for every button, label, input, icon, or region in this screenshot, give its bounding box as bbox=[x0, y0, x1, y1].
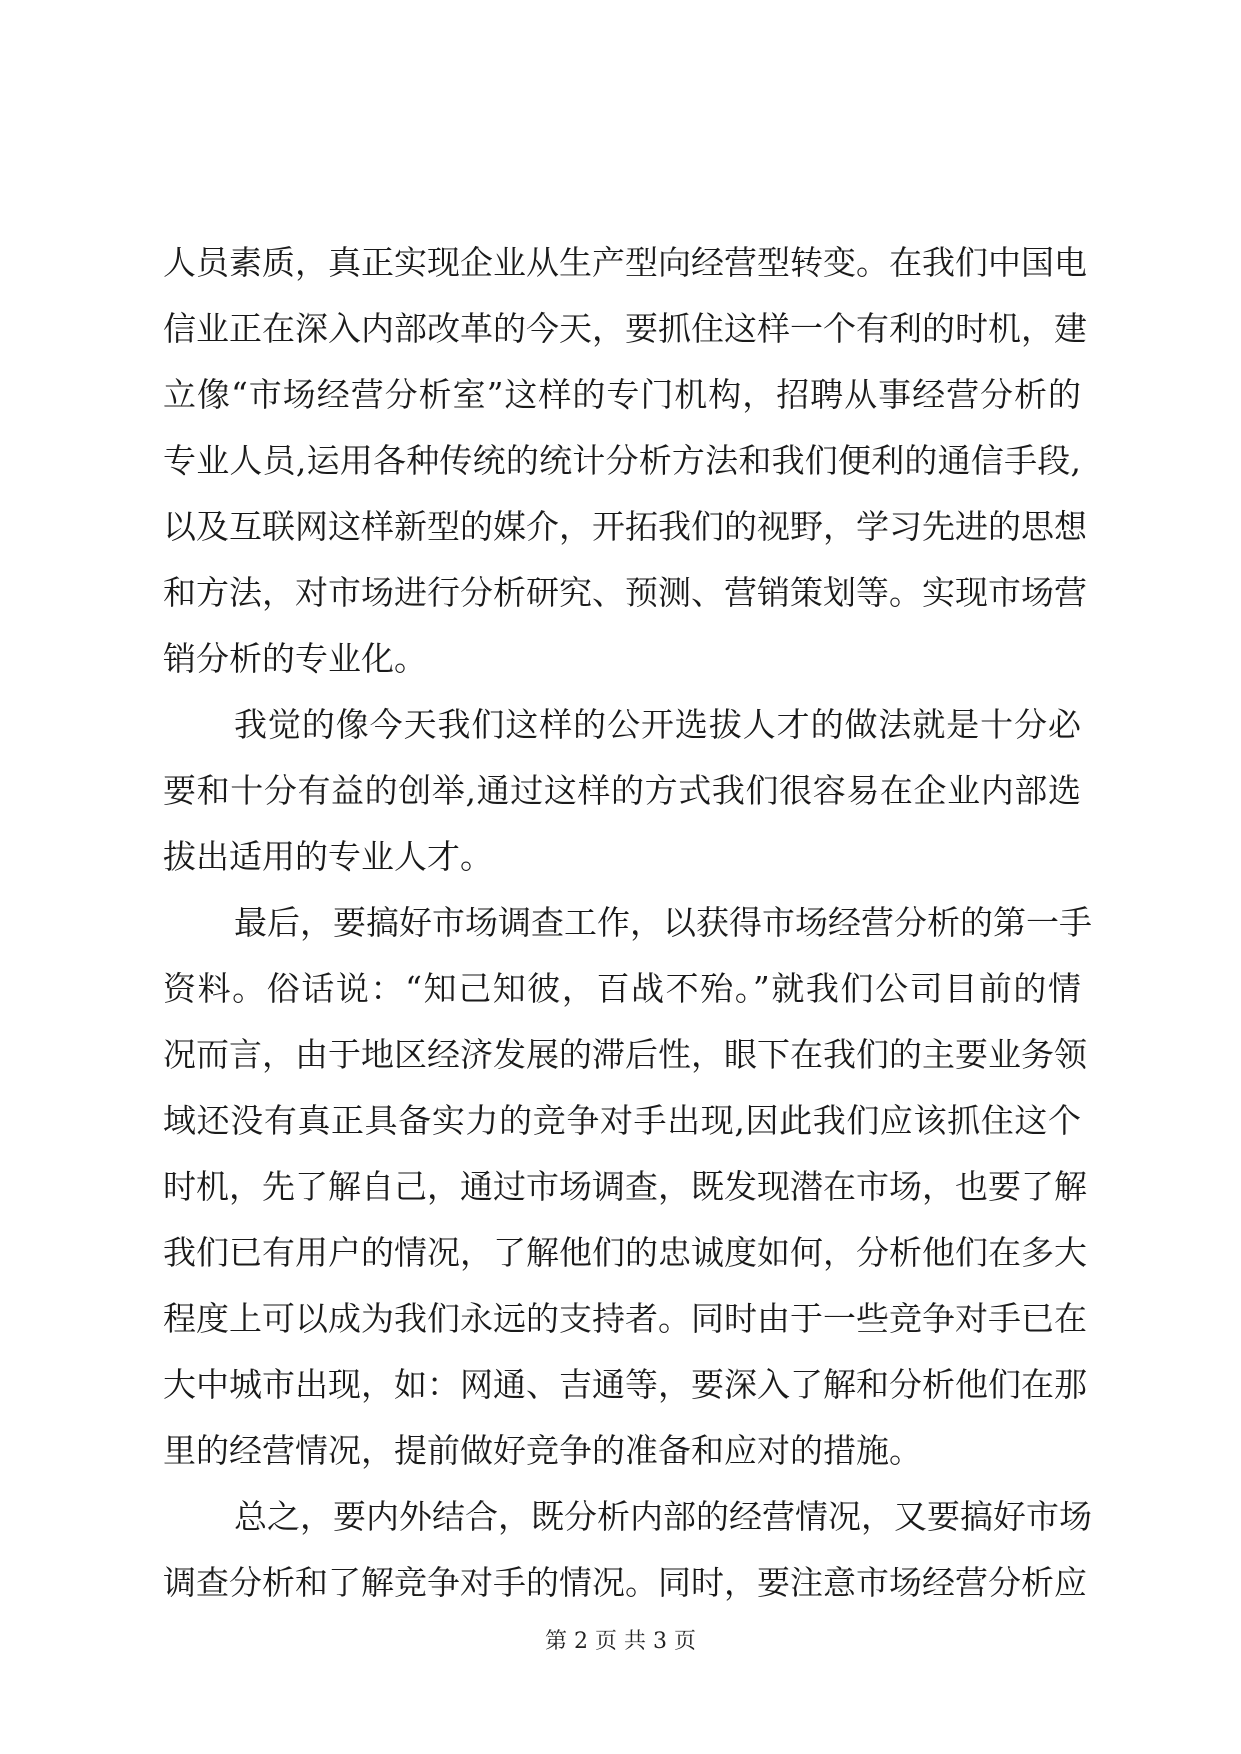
text-line: 和方法，对市场进行分析研究、预测、营销策划等。实现市场营 bbox=[163, 573, 1087, 612]
text-line: 程度上可以成为我们永远的支持者。同时由于一些竞争对手已在 bbox=[163, 1299, 1087, 1338]
text-line: 我觉的像今天我们这样的公开选拔人才的做法就是十分必 bbox=[234, 705, 1081, 744]
text-line: 资料。俗话说：“知己知彼，百战不殆。”就我们公司目前的情 bbox=[163, 969, 1081, 1008]
text-line: 域还没有真正具备实力的竞争对手出现,因此我们应该抓住这个 bbox=[163, 1101, 1081, 1140]
text-line: 立像“市场经营分析室”这样的专门机构，招聘从事经营分析的 bbox=[163, 375, 1081, 414]
text-line: 人员素质，真正实现企业从生产型向经营型转变。在我们中国电 bbox=[163, 243, 1087, 282]
text-line: 要和十分有益的创举,通过这样的方式我们很容易在企业内部选 bbox=[163, 771, 1081, 810]
text-line: 专业人员,运用各种传统的统计分析方法和我们便利的通信手段, bbox=[163, 441, 1081, 480]
text-line: 最后，要搞好市场调查工作，以获得市场经营分析的第一手 bbox=[234, 903, 1092, 942]
text-line: 信业正在深入内部改革的今天，要抓住这样一个有利的时机，建 bbox=[163, 309, 1087, 348]
text-line: 况而言，由于地区经济发展的滞后性，眼下在我们的主要业务领 bbox=[163, 1035, 1087, 1074]
text-line: 拔出适用的专业人才。 bbox=[163, 837, 493, 876]
text-line: 里的经营情况，提前做好竞争的准备和应对的措施。 bbox=[163, 1431, 922, 1470]
text-line: 大中城市出现，如：网通、吉通等，要深入了解和分析他们在那 bbox=[163, 1365, 1087, 1404]
text-line: 我们已有用户的情况，了解他们的忠诚度如何，分析他们在多大 bbox=[163, 1233, 1087, 1272]
page-footer: 第 2 页 共 3 页 bbox=[545, 1629, 696, 1654]
document-body bbox=[163, 230, 1092, 1616]
text-line: 时机，先了解自己，通过市场调查，既发现潜在市场，也要了解 bbox=[163, 1167, 1087, 1206]
text-line: 调查分析和了解竞争对手的情况。同时，要注意市场经营分析应 bbox=[163, 1563, 1087, 1602]
text-line: 销分析的专业化。 bbox=[163, 639, 427, 678]
text-line: 以及互联网这样新型的媒介，开拓我们的视野，学习先进的思想 bbox=[163, 507, 1087, 546]
text-line: 总之，要内外结合，既分析内部的经营情况，又要搞好市场 bbox=[234, 1497, 1092, 1536]
